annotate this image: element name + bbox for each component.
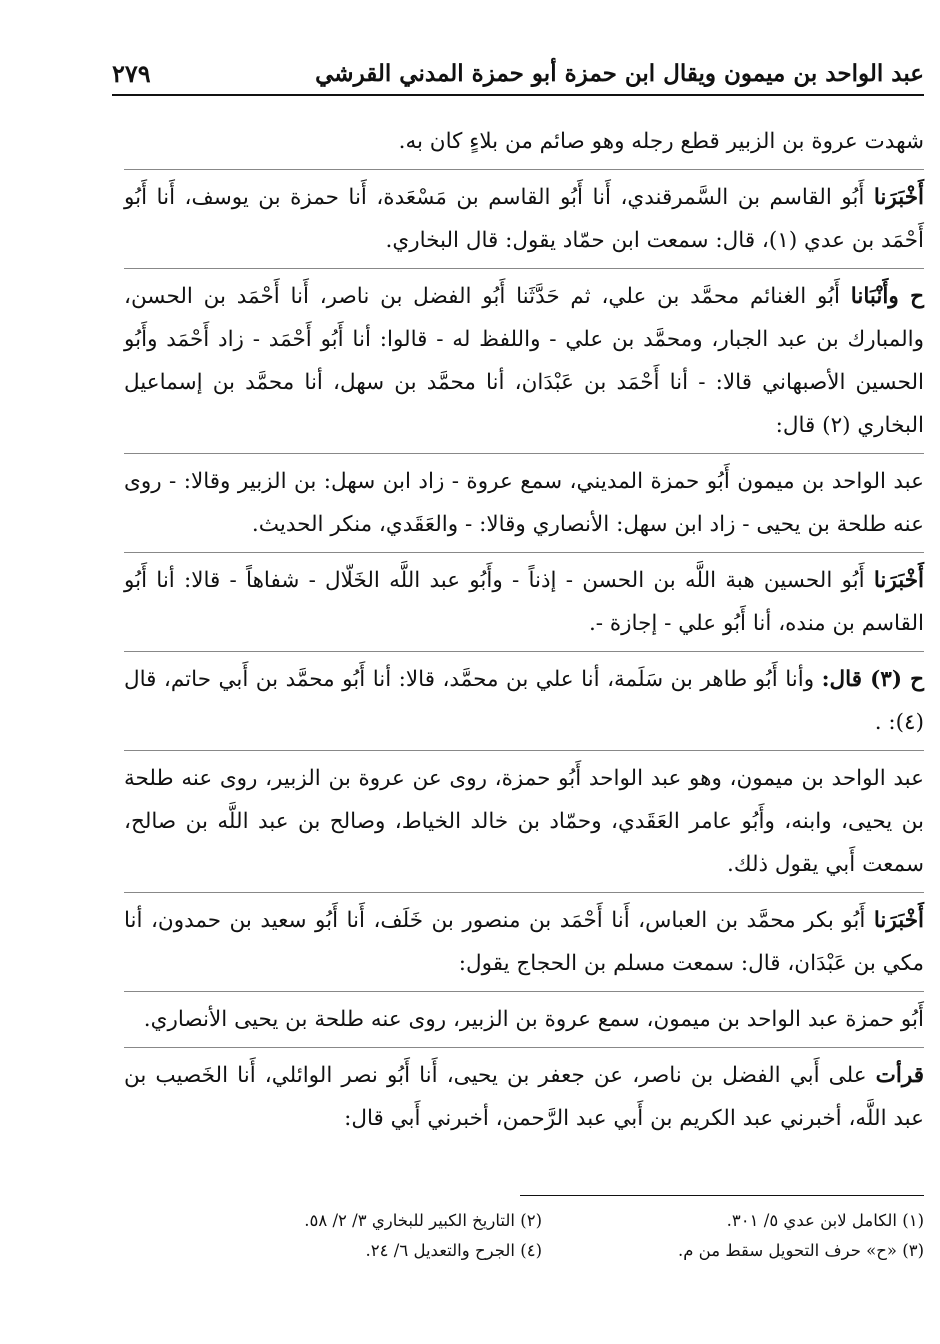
footnote-text: الكامل لابن عدي ٥/ ٣٠١. xyxy=(726,1211,897,1230)
main-text xyxy=(124,120,924,1146)
paragraph-text: أَبُو الغنائم محمَّد بن علي، ثم حَدَّثَنا أَبُو الفضل بن ناصر، أَنا أَحْمَد بن الحسن، والمبارك بن عبد الجبار، ومحمَّد بن علي - واللفظ له - قالوا: أنا أَبُو أَحْمَد - زاد أَحْمَد وأَبُو الحسين الأصبهاني قالا: - أنا أَحْمَد بن عَبْدَان، أنا محمَّد بن سهل، أنا محمَّد بن إسماعيل البخاري (٢) قال: xyxy=(124,284,924,438)
footnote-number: (٢) xyxy=(520,1211,542,1230)
page-number: ٢٧٩ xyxy=(112,58,151,88)
paragraph xyxy=(124,169,924,262)
paragraph xyxy=(124,1047,924,1140)
paragraph-text: أَبُو حمزة عبد الواحد بن ميمون، سمع عروة بن الزبير، روى عنه طلحة بن يحيى الأنصاري. xyxy=(143,1007,924,1032)
paragraph-text: عبد الواحد بن ميمون، وهو عبد الواحد أَبُو حمزة، روى عن عروة بن الزبير، روى عنه طلحة بن يحيى، وابنه، وأَبُو عامر العَقَدي، وحمّاد بن خالد الخياط، وصالح بن عبد اللَّه بن صالح، سمعت أَبي يقول ذلك. xyxy=(124,766,924,877)
paragraph xyxy=(124,552,924,645)
paragraph xyxy=(124,268,924,447)
paragraph xyxy=(124,892,924,985)
paragraph-text: شهدت عروة بن الزبير قطع رجله وهو صائم من بلاءٍ كان به. xyxy=(398,129,924,154)
paragraph xyxy=(124,120,924,163)
paragraph xyxy=(124,651,924,744)
paragraph-lead: ح وأَنْبَانا xyxy=(850,284,924,309)
footnotes xyxy=(200,1208,924,1264)
paragraph-lead: قرأت xyxy=(875,1063,924,1088)
paragraph xyxy=(124,750,924,886)
paragraph-text: أَبُو بكر محمَّد بن العباس، أَنا أَحْمَد بن منصور بن خَلَف، أَنا أَبُو سعيد بن حمدون، أنا مكي بن عَبْدَان، قال: سمعت مسلم بن الحجاج يقول: xyxy=(124,908,924,976)
paragraph-lead: أَخْبَرَنا xyxy=(873,185,924,210)
paragraph-lead: أَخْبَرَنا xyxy=(873,568,924,593)
paragraph-text: وأنا أَبُو طاهر بن سَلَمة، أنا علي بن محمَّد، قالا: أنا أَبُو محمَّد بن أَبي حاتم، قال (٤): . xyxy=(124,667,924,735)
footnote-text: الجرح والتعديل ٦/ ٢٤. xyxy=(365,1241,515,1260)
paragraph xyxy=(124,453,924,546)
paragraph-lead: أَخْبَرَنا xyxy=(873,908,924,933)
running-title: عبد الواحد بن ميمون ويقال ابن حمزة أبو حمزة المدني القرشي xyxy=(315,59,924,87)
paragraph-text: عبد الواحد بن ميمون أَبُو حمزة المديني، سمع عروة - زاد ابن سهل: بن الزبير وقالا: - روى عنه طلحة بن يحيى - زاد ابن سهل: الأنصاري وقالا: - والعَقَدي، منكر الحديث. xyxy=(124,469,924,537)
footnote xyxy=(582,1208,924,1234)
footnote-number: (٣) xyxy=(902,1241,924,1260)
footnote xyxy=(200,1208,542,1234)
page-header xyxy=(112,52,924,96)
paragraph-text: أَبُو القاسم بن السَّمرقندي، أَنا أَبُو القاسم بن مَسْعَدة، أَنا حمزة بن يوسف، أَنا أَبُو أَحْمَد بن عدي (١)، قال: سمعت ابن حمّاد يقول: قال البخاري. xyxy=(124,185,924,253)
footnote-number: (٤) xyxy=(520,1241,542,1260)
footnote-text: «ح» حرف التحويل سقط من م. xyxy=(677,1241,897,1260)
paragraph-lead: ح (٣) قال: xyxy=(821,667,924,692)
footnote xyxy=(582,1238,924,1264)
footnote-number: (١) xyxy=(902,1211,924,1230)
footnote-text: التاريخ الكبير للبخاري ٣/ ٢/ ٥٨. xyxy=(304,1211,515,1230)
footnote xyxy=(200,1238,542,1264)
paragraph-text: أَبُو الحسين هبة اللَّه بن الحسن - إذناً - وأَبُو عبد اللَّه الخَلّال - شفاهاً - قالا: أنا أَبُو القاسم بن منده، أنا أَبُو علي - إجازة -. xyxy=(124,568,924,636)
paragraph-text: على أَبي الفضل بن ناصر، عن جعفر بن يحيى، أَنا أَبُو نصر الوائلي، أَنا الخَصيب بن عبد اللَّه، أخبرني عبد الكريم بن أَبي عبد الرَّحمن، أخبرني أَبي قال: xyxy=(124,1063,924,1131)
footnote-divider xyxy=(520,1195,924,1196)
paragraph xyxy=(124,991,924,1041)
